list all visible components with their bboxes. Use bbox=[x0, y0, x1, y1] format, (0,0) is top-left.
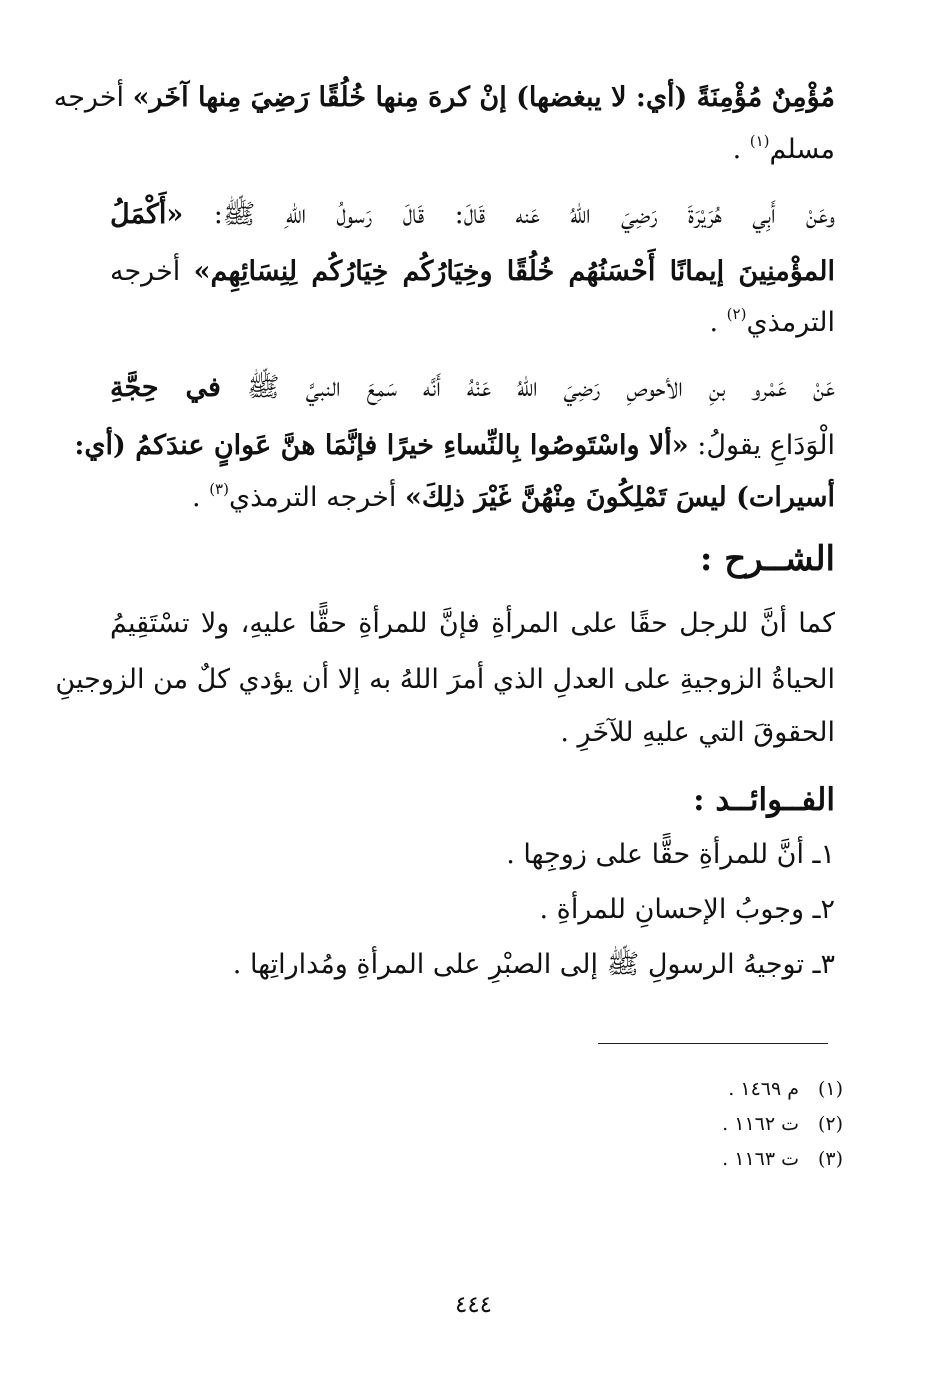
heading-sharh: الشــرح : bbox=[699, 539, 835, 579]
hadith-text: «أَكْمَلُ bbox=[110, 199, 184, 230]
footnote-1 bbox=[543, 1075, 843, 1103]
footnote-ref: (١) bbox=[749, 132, 770, 150]
paragraph-4-line-1 bbox=[110, 604, 835, 644]
line-end: . bbox=[192, 482, 210, 513]
narration-text: وعَنْ أَبِي هُرَيْرَةَ رَضِيَ اللهُ عَنه قَالَ: قَالَ رَسولُ اللهِ ﷺ: bbox=[183, 199, 835, 230]
footnote-3 bbox=[543, 1145, 843, 1173]
paragraph-4-line-3 bbox=[110, 713, 835, 753]
footnote-text: م ١٤٦٩ . bbox=[728, 1078, 799, 1100]
body-text: كما أنَّ للرجل حقًا على المرأةِ فإنَّ للمرأةِ حقًّا عليهِ، ولا تسْتَقِيمُ bbox=[110, 608, 835, 639]
paragraph-1-line-2 bbox=[110, 130, 835, 170]
paragraph-2-line-2 bbox=[110, 252, 835, 292]
source-text: أخرجه bbox=[53, 82, 133, 113]
footnote-number: (١) bbox=[817, 1078, 843, 1100]
paragraph-1-line-1 bbox=[53, 78, 835, 118]
benefit-item-1: ١ـ أنَّ للمرأةِ حقًّا على زوجِها . bbox=[506, 839, 835, 870]
heading-fawaid: الفــوائــد : bbox=[693, 782, 835, 818]
benefit-item-2: ٢ـ وجوبُ الإحسانِ للمرأةِ . bbox=[539, 894, 835, 925]
source-text: أخرجه الترمذي bbox=[228, 482, 405, 513]
hadith-text: مُؤْمِنٌ مُؤْمِنَةً (أي: لا يبغضها) إنْ كرهَ مِنها خُلُقًا رَضِيَ مِنها آخَر» bbox=[132, 82, 835, 113]
source-text: مسلم bbox=[769, 134, 835, 165]
footnote-number: (٣) bbox=[817, 1148, 843, 1170]
paragraph-4-line-2 bbox=[55, 660, 835, 700]
paragraph-2-line-3 bbox=[110, 303, 835, 343]
source-text: الترمذي bbox=[746, 307, 835, 338]
footnote-separator bbox=[598, 1043, 828, 1044]
footnote-text: ت ١١٦٢ . bbox=[722, 1113, 799, 1135]
body-text: الحياةُ الزوجيةِ على العدلِ الذي أمرَ اللهُ به إلا أن يؤدي كلٌ من الزوجينِ bbox=[55, 664, 835, 695]
hadith-text: المؤْمنِينَ إيمانًا أَحْسَنُهُم خُلُقًا وخِيَارُكُم خِيَارُكُم لِنِسَائِهِم» bbox=[193, 256, 835, 287]
source-text: أخرجه bbox=[110, 256, 194, 287]
page-number: ٤٤٤ bbox=[454, 1292, 493, 1318]
hadith-text: «ألا واسْتَوصُوا بِالنِّساءِ خيرًا فإنَّمَا هنَّ عَوانٍ عندَكمُ (أي: bbox=[74, 430, 689, 461]
narration-text: الْوَدَاعِ يقولُ: bbox=[688, 430, 835, 461]
line-end: . bbox=[709, 307, 727, 338]
paragraph-2-line-1 bbox=[110, 195, 835, 235]
footnote-number: (٢) bbox=[817, 1113, 843, 1135]
paragraph-3-line-1 bbox=[110, 368, 835, 408]
footnote-ref: (٣) bbox=[209, 480, 229, 498]
footnote-2 bbox=[543, 1110, 843, 1138]
footnote-text: ت ١١٦٣ . bbox=[722, 1148, 799, 1170]
paragraph-3-line-3 bbox=[110, 478, 835, 518]
line-end: . bbox=[732, 134, 750, 165]
footnote-ref: (٢) bbox=[726, 305, 747, 323]
body-text: الحقوقَ التي عليهِ للآخَرِ . bbox=[560, 717, 835, 748]
hadith-text: في حِجَّةِ bbox=[110, 372, 221, 403]
narration-text: عَنْ عَمْرو بنِ الأحوصِ رَضِيَ اللهُ عَنْهُ أَنَّه سَمِعَ النبيَّ ﷺ bbox=[220, 372, 836, 403]
paragraph-3-line-2 bbox=[74, 426, 835, 466]
benefit-item-3: ٣ـ توجيهُ الرسولِ ﷺ إلى الصبْرِ على المرأةِ ومُداراتِها . bbox=[232, 949, 835, 980]
hadith-text: أسيرات) ليسَ تَمْلِكُونَ مِنْهُنَّ غَيْرَ ذلِكَ» bbox=[404, 482, 835, 513]
